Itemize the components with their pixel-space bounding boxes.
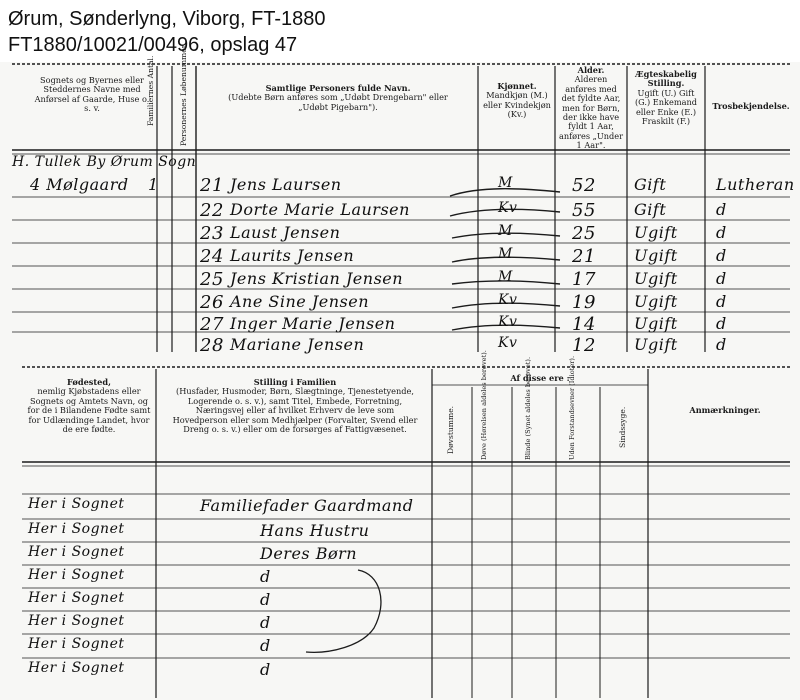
lower-row-role: Familiefader Gaardmand xyxy=(200,496,414,515)
upper-row-sex: M xyxy=(498,246,513,262)
lower-row-birthplace: Her i Sognet xyxy=(28,613,125,629)
header-familiernes-antal: Familiernes Antal. xyxy=(146,55,155,126)
header-aegteskab-note: Ugift (U.) Gift (G.) Enkemand eller Enke (E.) Fraskilt (F.) xyxy=(634,87,698,127)
upper-row-faith: d xyxy=(716,246,727,265)
upper-row-age: 19 xyxy=(572,292,596,313)
header-tro xyxy=(710,102,792,111)
upper-row-status: Ugift xyxy=(634,223,678,242)
upper-row-age: 17 xyxy=(572,269,596,290)
header-fodested xyxy=(26,378,152,434)
header-sindssyge: Sindssyge. xyxy=(618,406,627,448)
upper-row-name: Laurits Jensen xyxy=(230,246,355,265)
upper-row-name: Dorte Marie Laursen xyxy=(230,200,410,219)
header-af-disse-title: Af disse ere : xyxy=(510,373,570,383)
header-aegteskab xyxy=(630,70,702,126)
header-personernes-lobenummer: Personernes Løbenummer. xyxy=(179,43,188,146)
upper-row-status: Ugift xyxy=(634,269,678,288)
lower-row-birthplace: Her i Sognet xyxy=(28,660,125,676)
row-place: 4 Mølgaard xyxy=(30,175,129,194)
header-af-disse xyxy=(470,374,610,383)
header-kjonnet xyxy=(482,82,552,120)
upper-row-name: Jens Laursen xyxy=(230,175,342,194)
lower-row-role: d xyxy=(260,590,271,609)
lower-row-birthplace: Her i Sognet xyxy=(28,521,125,537)
upper-row-name: Laust Jensen xyxy=(230,223,341,242)
locality-note: H. Tullek By Ørum Sogn xyxy=(12,154,197,170)
title-line-2: FT1880/10021/00496, opslag 47 xyxy=(8,34,298,56)
lower-row-birthplace: Her i Sognet xyxy=(28,636,125,652)
upper-row-age: 12 xyxy=(572,335,596,356)
lower-row-role: d xyxy=(260,660,271,679)
lower-row-role: d xyxy=(260,636,271,655)
upper-row-age: 55 xyxy=(572,200,596,221)
upper-row-faith: d xyxy=(716,269,727,288)
header-alder-note: Alderen anføres med det fyldte Aar, men for Børn, der ikke have fyldt 1 Aar, anføres „Under 1 Aar". xyxy=(558,74,624,151)
header-fodested-note: nemlig Kjøbstadens eller Sognets og Amtets Navn, og for de i Bilandene Fødte samt for Udlændinge Landet, hvor de ere fødte. xyxy=(27,386,151,435)
upper-row-status: Ugift xyxy=(634,314,678,333)
lower-row-birthplace: Her i Sognet xyxy=(28,496,125,512)
header-alder-title: Alder. xyxy=(577,65,605,75)
header-kjonnet-note: Mandkjøn (M.) eller Kvindekjøn (Kv.) xyxy=(483,90,551,120)
upper-row-faith: d xyxy=(716,223,727,242)
header-aegteskab-title: Ægteskabelig Stilling. xyxy=(635,69,697,89)
lower-row-role: Hans Hustru xyxy=(260,521,370,540)
upper-row-faith: d xyxy=(716,292,727,311)
upper-row-sex: Kv xyxy=(498,314,518,330)
lower-row-role: Deres Børn xyxy=(260,544,358,563)
header-sognets: Sognets og Byernes eller Steddernes Navne med Anførsel af Gaarde, Huse o. s. v. xyxy=(34,75,150,114)
upper-row-faith: d xyxy=(716,335,727,354)
header-fodested-title: Fødested, xyxy=(67,377,111,387)
upper-row-faith: d xyxy=(716,200,727,219)
header-stilling-note: (Husfader, Husmoder, Børn, Slægtninge, Tjenestetyende, Logerende o. s. v.), samt Titel, Embede, Forretning, Næringsvej eller af hvilket Erhverv de leve som Hovedperson eller som Medhjælper (Forvalter, Svend eller Dreng o. s. v.) eller om de forsørges af Fattigvæsenet. xyxy=(172,386,418,435)
upper-row-name: Ane Sine Jensen xyxy=(230,292,370,311)
upper-row-nr: 26 xyxy=(200,292,224,313)
upper-row-age: 52 xyxy=(572,175,596,196)
upper-row-nr: 21 xyxy=(200,175,224,196)
upper-row-status: Ugift xyxy=(634,335,678,354)
upper-row-age: 21 xyxy=(572,246,596,267)
upper-row-status: Ugift xyxy=(634,292,678,311)
header-anmaerkninger-title: Anmærkninger. xyxy=(689,405,761,415)
lower-row-birthplace: Her i Sognet xyxy=(28,544,125,560)
document-title-block xyxy=(8,6,326,58)
upper-row-faith: Lutheran xyxy=(716,175,795,194)
upper-row-sex: M xyxy=(498,269,513,285)
upper-row-sex: Kv xyxy=(498,292,518,308)
upper-row-status: Gift xyxy=(634,175,667,194)
upper-row-nr: 25 xyxy=(200,269,224,290)
header-kjonnet-title: Kjønnet. xyxy=(497,81,537,91)
header-stilling xyxy=(170,378,420,434)
header-stilling-title: Stilling i Familien xyxy=(253,377,337,387)
row-fam: 1 xyxy=(148,175,159,194)
upper-row-nr: 28 xyxy=(200,335,224,356)
upper-row-status: Gift xyxy=(634,200,667,219)
header-doev: Døve (Hørelsen aldeles berøvet). xyxy=(480,350,488,460)
header-navn-title: Samtlige Personers fulde Navn. xyxy=(265,83,411,93)
header-tro-title: Trosbekjendelse. xyxy=(712,101,790,111)
upper-row-sex: M xyxy=(498,175,513,191)
upper-row-age: 14 xyxy=(572,314,596,335)
upper-row-nr: 22 xyxy=(200,200,224,221)
upper-row-name: Jens Kristian Jensen xyxy=(230,269,404,288)
upper-row-sex: Kv xyxy=(498,200,518,216)
lower-row-birthplace: Her i Sognet xyxy=(28,567,125,583)
header-blinde: Blinde (Synet aldeles berøvet). xyxy=(524,356,532,460)
header-dovstumme: Døvstumme. xyxy=(446,405,455,454)
upper-row-nr: 23 xyxy=(200,223,224,244)
upper-row-nr: 24 xyxy=(200,246,224,267)
upper-row-faith: d xyxy=(716,314,727,333)
upper-row-nr: 27 xyxy=(200,314,224,335)
upper-row-sex: Kv xyxy=(498,335,518,351)
lower-row-role: d xyxy=(260,567,271,586)
upper-row-status: Ugift xyxy=(634,246,678,265)
upper-row-age: 25 xyxy=(572,223,596,244)
title-line-1: Ørum, Sønderlyng, Viborg, FT-1880 xyxy=(8,8,326,30)
header-alder xyxy=(558,66,624,151)
header-navn xyxy=(214,84,462,112)
upper-row-name: Inger Marie Jensen xyxy=(230,314,396,333)
upper-row-sex: M xyxy=(498,223,513,239)
header-navn-note: (Udebte Børn anføres som „Udøbt Drengebarn" eller „Udøbt Pigebarn"). xyxy=(228,92,448,112)
header-anmaerkninger xyxy=(660,406,790,415)
upper-row-name: Mariane Jensen xyxy=(230,335,365,354)
lower-row-role: d xyxy=(260,613,271,632)
header-uden-forstand: Uden Forstandsevner (Idioter). xyxy=(568,355,576,460)
lower-row-birthplace: Her i Sognet xyxy=(28,590,125,606)
